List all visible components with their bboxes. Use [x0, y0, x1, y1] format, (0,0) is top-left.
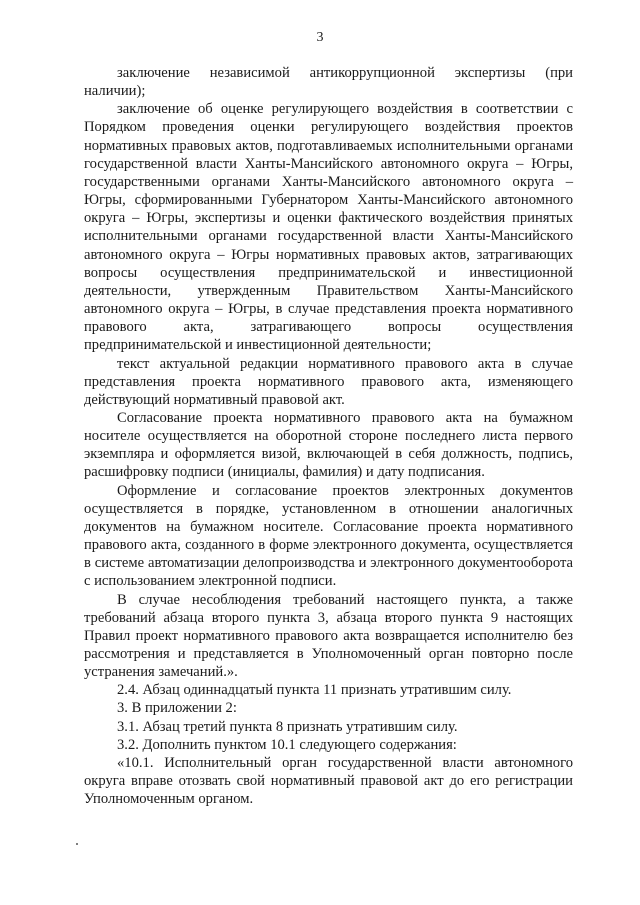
paragraph-clause-10-1: «10.1. Исполнительный орган государственной власти автономного округа вправе отозвать свой нормативный правовой акт до его регистрации Уполномоченным органом.	[84, 754, 573, 808]
paragraph-regulatory-impact: заключение об оценке регулирующего воздействия в соответствии с Порядком проведения оценки регулирующего воздействия проектов нормативных правовых актов, подготавливаемых исполнительными органами государственной власти Ханты-Мансийского автономного округа – Югры, государственными органами Ханты-Мансийского автономного округа – Югры, сформированными Губернатором Ханты-Мансийского автономного округа – Югры, экспертизы и оценки фактического воздействия принятых исполнительными органами государственной власти Ханты-Мансийского автономного округа – Югры нормативных правовых актов, затрагивающих вопросы осуществления предпринимательской и инвестиционной деятельности, утвержденным Правительством Ханты-Мансийского автономного округа – Югры, в случае представления проекта нормативного правового акта, затрагивающего вопросы осуществления предпринимательской и инвестиционной деятельности;	[84, 101, 573, 354]
paragraph-current-edition-text: текст актуальной редакции нормативного правового акта в случае представления проекта нормативного правового акта, изменяющего действующий нормативный правовой акт.	[84, 355, 573, 408]
paragraph-electronic-approval: Оформление и согласование проектов электронных документов осуществляется в порядке, установленном в отношении аналогичных документов на бумажном носителе. Согласование проекта нормативного правового акта, созданного в форме электронного документа, осуществляется в системе автоматизации делопроизводства и электронного документооборота с использованием электронной подписи.	[84, 482, 573, 590]
page-number: 3	[316, 30, 324, 45]
paragraph-clause-2-4: 2.4. Абзац одиннадцатый пункта 11 признать утратившим силу.	[117, 682, 512, 699]
paragraph-noncompliance: В случае несоблюдения требований настоящего пункта, а также требований абзаца второго пункта 3, абзаца второго пункта 9 настоящих Правил проект нормативного правового акта возвращается исполнителю без рассмотрения и представляется в Уполномоченный орган повторно после устранения замечаний.».	[84, 591, 573, 681]
scan-speck	[76, 843, 78, 845]
paragraph-anticorruption-expertise: заключение независимой антикоррупционной экспертизы (при наличии);	[84, 65, 573, 100]
document-body	[84, 64, 573, 808]
paragraph-paper-approval: Согласование проекта нормативного правового акта на бумажном носителе осуществляется на оборотной стороне последнего листа первого экземпляра и оформляется визой, включающей в себя должность, подпись, расшифровку подписи (инициалы, фамилия) и дату подписания.	[84, 409, 573, 481]
paragraph-clause-3: 3. В приложении 2:	[117, 700, 237, 717]
paragraph-clause-3-1: 3.1. Абзац третий пункта 8 признать утратившим силу.	[117, 718, 458, 735]
paragraph-clause-3-2: 3.2. Дополнить пунктом 10.1 следующего содержания:	[117, 736, 457, 753]
